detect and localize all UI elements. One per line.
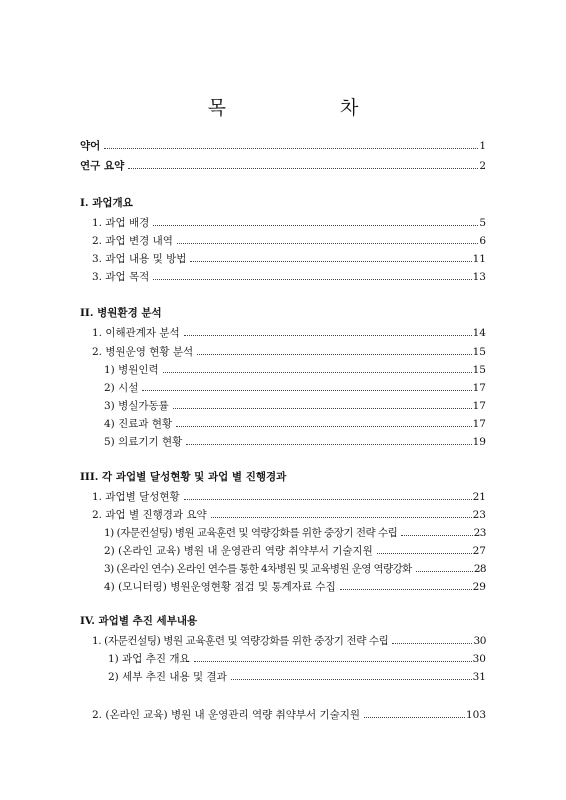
- toc-entry-label: 1) 병원인력: [104, 364, 159, 376]
- toc-page-number: 30: [472, 653, 486, 665]
- toc-page-number: 15: [472, 346, 486, 358]
- toc-entry-abbreviations[interactable]: [80, 137, 486, 153]
- toc-entry-label: 1. (자문컨설팅) 병원 교육훈련 및 역량강화를 위한 중장기 전략 수립: [92, 635, 389, 647]
- toc-page-number: 11: [472, 253, 486, 265]
- toc-leader-dots: [211, 517, 472, 518]
- toc-entry-label: 2. 과업 별 진행경과 요약: [92, 509, 207, 521]
- toc-leader-dots: [176, 426, 471, 427]
- toc-leader-dots: [190, 261, 471, 262]
- toc-page-number: 17: [472, 382, 486, 394]
- toc-section-heading[interactable]: I. 과업개요: [80, 197, 133, 209]
- toc-leader-dots: [128, 168, 478, 169]
- toc-leader-dots: [142, 390, 471, 391]
- toc-leader-dots: [184, 335, 472, 336]
- toc-leader-dots: [401, 535, 472, 536]
- toc-leader-dots: [231, 679, 472, 680]
- toc-entry[interactable]: [92, 632, 486, 648]
- toc-entry-label: 1) (자문컨설팅) 병원 교육훈련 및 역량강화를 위한 중장기 전략 수립: [104, 527, 398, 539]
- toc-entry-label: 1. 과업별 달성현황: [92, 491, 180, 503]
- toc-entry[interactable]: [104, 415, 486, 431]
- toc-entry[interactable]: [104, 433, 486, 449]
- toc-page-number: 31: [472, 671, 486, 683]
- toc-entry-label: 2) 시설: [104, 382, 139, 394]
- toc-section-heading[interactable]: II. 병원환경 분석: [80, 307, 162, 319]
- toc-section-heading[interactable]: IV. 과업별 추진 세부내용: [80, 615, 198, 627]
- toc-page-number: 17: [472, 418, 486, 430]
- toc-entry-label: 2) (온라인 교육) 병원 내 운영관리 역량 취약부서 기술지원: [104, 545, 373, 557]
- toc-entry[interactable]: [92, 324, 486, 340]
- toc-leader-dots: [364, 717, 465, 718]
- toc-entry[interactable]: [104, 560, 486, 576]
- toc-entry-label: 3. 과업 목적: [92, 271, 150, 283]
- toc-leader-dots: [104, 148, 478, 149]
- toc-entry-label: 3. 과업 내용 및 방법: [92, 253, 187, 265]
- toc-page-number: 19: [472, 436, 486, 448]
- toc-entry-label: 1) 과업 추진 개요: [108, 653, 190, 665]
- toc-page-number: 6: [479, 235, 486, 247]
- toc-page-number: 17: [472, 400, 486, 412]
- toc-entry[interactable]: [108, 650, 486, 666]
- toc-entry-label: 4) (모니터링) 병원운영현황 점검 및 통계자료 수집: [104, 581, 336, 593]
- toc-entry[interactable]: [104, 379, 486, 395]
- toc-leader-dots: [392, 643, 472, 644]
- toc-leader-dots: [416, 571, 473, 572]
- toc-entry-label: 5) 의료기기 현황: [104, 436, 183, 448]
- toc-entry-label: 3) (온라인 연수) 온라인 연수를 통한 4차병원 및 교육병원 운영 역량강화: [104, 563, 412, 575]
- toc-entry-label: 1. 과업 배경: [92, 217, 150, 229]
- toc-entry[interactable]: [104, 578, 486, 594]
- toc-entry[interactable]: [104, 524, 486, 540]
- toc-entry-label: 2. (온라인 교육) 병원 내 운영관리 역량 취약부서 기술지원: [92, 709, 361, 721]
- toc-leader-dots: [153, 225, 478, 226]
- toc-page-number: 15: [472, 364, 486, 376]
- toc-entry[interactable]: [104, 542, 486, 558]
- toc-page-number: 5: [479, 217, 486, 229]
- toc-section-heading[interactable]: III. 각 과업별 달성현황 및 과업 별 진행경과: [80, 471, 287, 483]
- toc-entry-label: 4) 진료과 현황: [104, 418, 173, 430]
- page-title: 목 차: [207, 97, 413, 119]
- toc-entry-label: 3) 병실가동률: [104, 400, 169, 412]
- toc-entry[interactable]: [92, 214, 486, 230]
- toc-leader-dots: [377, 553, 472, 554]
- toc-entry[interactable]: [108, 668, 486, 684]
- toc-leader-dots: [173, 408, 472, 409]
- toc-page-number: 14: [472, 327, 486, 339]
- toc-entry-label: 연구 요약: [80, 160, 125, 172]
- toc-page-number: 13: [472, 271, 486, 283]
- toc-leader-dots: [197, 354, 471, 355]
- toc-entry-label: 2. 병원운영 현황 분석: [92, 346, 194, 358]
- toc-leader-dots: [194, 661, 472, 662]
- toc-leader-dots: [153, 279, 471, 280]
- toc-entry-label: 1. 이해관계자 분석: [92, 327, 180, 339]
- toc-entry-label: 2. 과업 변경 내역: [92, 235, 173, 247]
- toc-page-number: 23: [472, 509, 486, 521]
- toc-page-number: 103: [465, 709, 486, 721]
- toc-entry[interactable]: [92, 250, 486, 266]
- toc-page-number: 1: [479, 140, 486, 152]
- toc-entry[interactable]: [92, 506, 486, 522]
- toc-leader-dots: [177, 243, 478, 244]
- toc-entry[interactable]: [92, 706, 486, 722]
- toc-page-number: 27: [472, 545, 486, 557]
- toc-leader-dots: [186, 444, 471, 445]
- toc-entry[interactable]: [92, 488, 486, 504]
- toc-entry[interactable]: [92, 268, 486, 284]
- toc-entry-label: 2) 세부 추진 내용 및 결과: [108, 671, 227, 683]
- toc-entry[interactable]: [92, 343, 486, 359]
- toc-entry[interactable]: [104, 397, 486, 413]
- toc-page-number: 2: [479, 160, 486, 172]
- toc-entry[interactable]: [104, 361, 486, 377]
- toc-leader-dots: [340, 589, 472, 590]
- toc-page-number: 21: [472, 491, 486, 503]
- toc-page-number: 29: [472, 581, 486, 593]
- toc-entry-research-summary[interactable]: [80, 157, 486, 173]
- toc-page-number: 23: [473, 527, 486, 539]
- toc-page-number: 28: [473, 563, 486, 575]
- toc-entry[interactable]: [92, 232, 486, 248]
- toc-page-number: 30: [473, 635, 486, 647]
- toc-leader-dots: [163, 372, 472, 373]
- toc-leader-dots: [184, 499, 472, 500]
- toc-entry-label: 약어: [80, 140, 101, 152]
